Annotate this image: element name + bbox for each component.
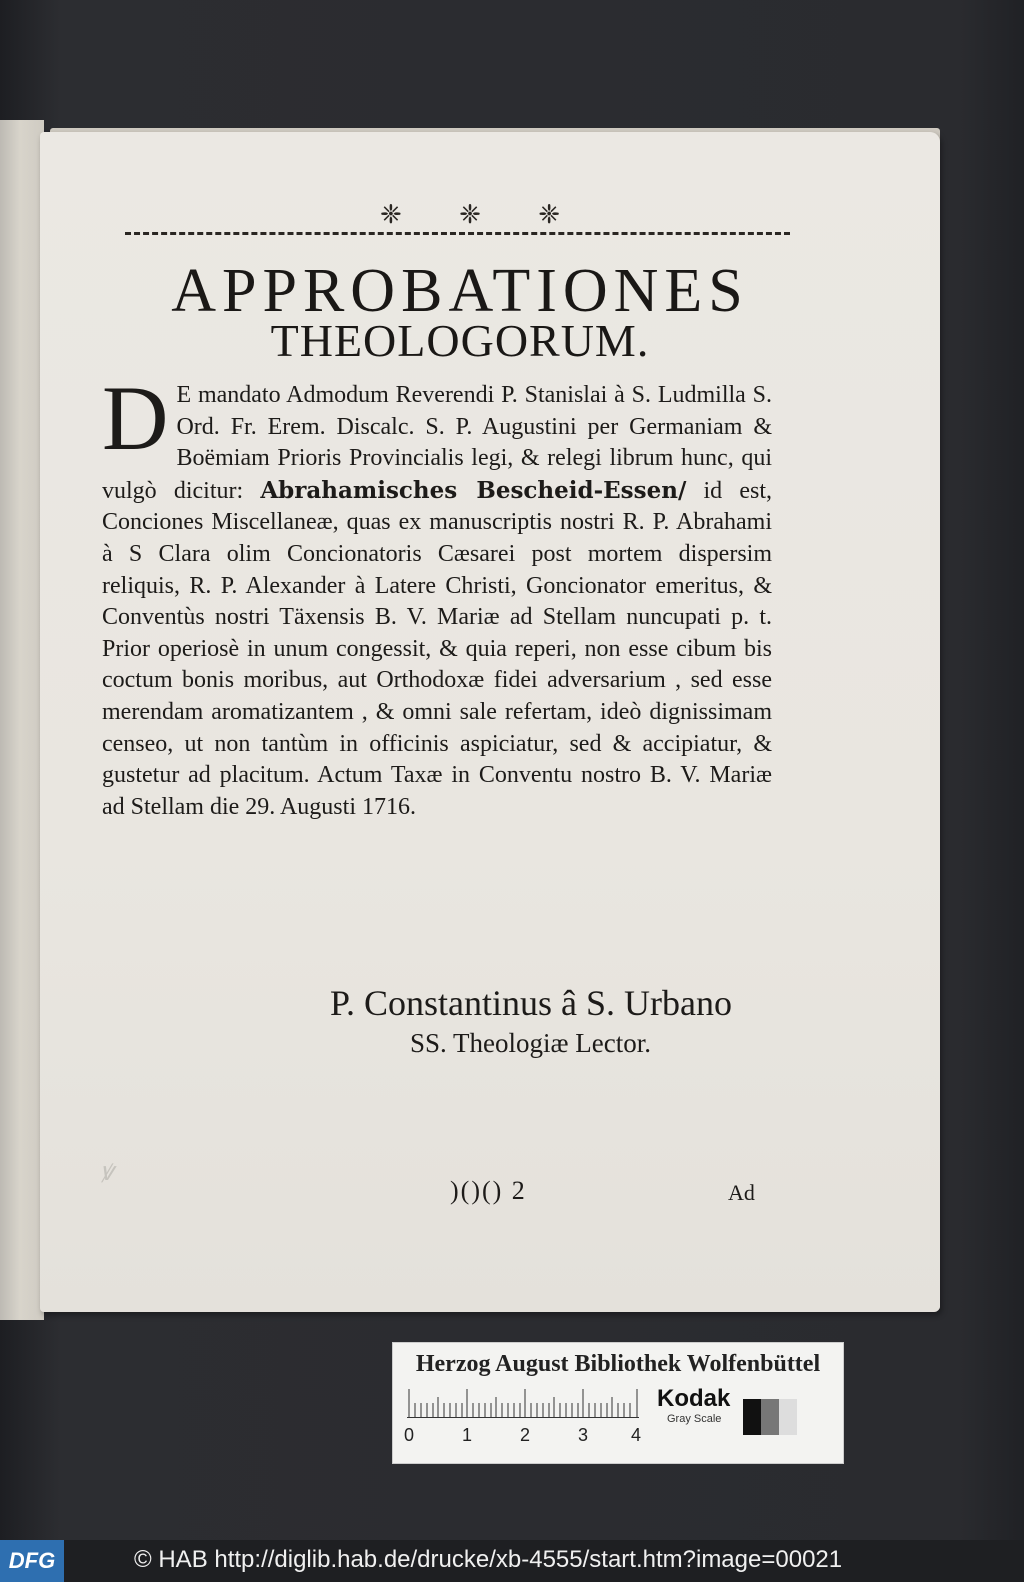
ornament-icon: ❈ [538,200,560,230]
left-page-edge [0,120,44,1320]
library-color-card [392,1342,844,1464]
gray-scale-label: Gray Scale [667,1413,722,1425]
header-rule [125,232,790,235]
approbation-text [102,367,773,823]
bleed-through-mark: ꝟ [100,1157,114,1186]
signature-role: SS. Theologiæ Lector. [410,1028,651,1058]
gray-swatch-light [779,1399,797,1435]
book-page [40,132,940,1312]
body-text-part2: id est, Conciones Miscellaneæ, quas ex manuscriptis nostri R. P. Abrahami à S Clara olim Concionatoris Cæsarei post mortem dispersim reliquis, R. P. Alexander à Latere Christi, Goncionator emeritus, & Conventùs nostri Täxensis B. V. Mariæ ad Stellam nuncupati p. t. Prior operiosè in unum congessit, & quia reperi, non esse cibum bis coctum bonis moribus, aut Orthodoxæ fidei adversarium , sed esse merendam aromatizantem , & omni sale refertam, ideò dignissimam censeo, ut non tantùm in officinis aspiciatur, sed & accipiatur, & gustetur ad placitum. Actum Taxæ in Conventu nostro B. V. Mariæ ad Stellam die 29. Augusti 1716. [102,477,773,820]
drop-cap: D [102,367,169,469]
ruler-number: 4 [631,1425,642,1445]
scale-ruler [407,1389,639,1418]
page-title: APPROBATIONES [171,257,749,325]
library-name: Herzog August Bibliothek Wolfenbüttel [415,1351,821,1377]
ornament-icon: ❈ [380,200,402,230]
gray-swatch-black [743,1399,761,1435]
kodak-logo: Kodak [657,1385,731,1412]
signature-mark: )()() 2 [450,1176,527,1205]
viewer-footer [0,1540,1024,1582]
signature-name: P. Constantinus â S. Urbano [330,983,733,1023]
ruler-number: 2 [520,1425,531,1445]
ruler-number: 1 [462,1425,473,1445]
copyright-url: © HAB http://diglib.hab.de/drucke/xb-4555/start.htm?image=00021 [134,1546,843,1573]
ruler-number: 0 [404,1425,415,1445]
body-text-part1: E mandato Admodum Reverendi P. Stanislai à S. Ludmilla S. Ord. Fr. Erem. Discalc. S. P. Augustini per Germaniam & Boëmiam Prioris Provincialis legi, & relegi librum hunc, qui vulgò dicitur: [102,382,772,504]
catchword: Ad [728,1180,755,1205]
gray-swatch-mid [761,1399,779,1435]
page-subtitle: THEOLOGORUM. [270,315,650,366]
header-ornaments [380,200,560,230]
body-blackletter-title: Abrahamisches Bescheid-Essen/ [260,476,687,504]
ruler-number: 3 [578,1425,589,1445]
dfg-logo: DFG [0,1540,64,1582]
ornament-icon: ❈ [459,200,481,230]
